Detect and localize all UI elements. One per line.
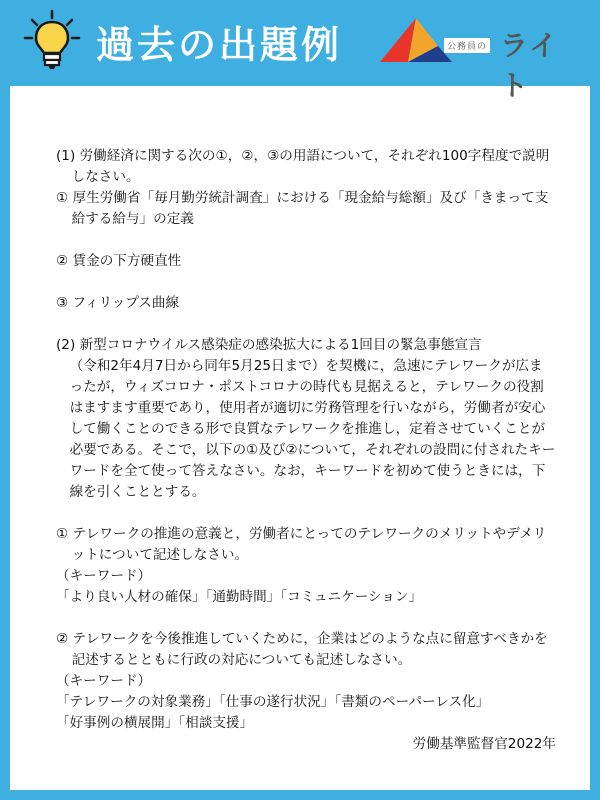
lightbulb-icon <box>22 8 82 72</box>
q2-item-1: ① テレワークの推進の意義と，労働者にとってのテレワークのメリットやデメリットについて記述しなさい。 <box>56 526 547 563</box>
q2-intro-head: (2) 新型コロナウイルス感染症の感染拡大による1回目の緊急事態宣言 <box>56 337 482 353</box>
q2-keywords-2-line-2: 「好事例の横展開」「相談支援」 <box>56 715 254 731</box>
page-title: 過去の出題例 <box>96 23 343 67</box>
q2-intro-body: （令和2年4月7日から同年5月25日まで）を契機に，急速にテレワークが広まったが，ウィズコロナ・ポストコロナの時代も見据えると，テレワークの役割はますます重要であり，使用者が適切に労務管理を行いながら，労働者が安心して働くことのできる形で良質なテレワークを推進し，定着させていくことが必要である。そこで，以下の①及び②について，それぞれの設問に付されたキーワードを全て使って答えなさい。なお，キーワードを初めて使うときには，下線を引くこととする。 <box>69 358 556 500</box>
q2-keyword-label-1: （キーワード） <box>56 568 152 584</box>
source-credit: 労働基準監督官2022年 <box>412 736 556 752</box>
q1-item-3: ③ フィリップス曲線 <box>56 295 180 311</box>
q2-item-2: ② テレワークを今後推進していくために，企業はどのような点に留意すべきかを記述するとともに行政の対応についても記述しなさい。 <box>56 631 548 668</box>
q1-intro: (1) 労働経済に関する次の①，②，③の用語について，それぞれ100字程度で説明しなさい。 <box>56 148 550 185</box>
brand-logo <box>378 16 588 102</box>
logo-wordmark: ライト <box>500 29 560 102</box>
header-banner <box>0 0 600 102</box>
q2-keywords-2-line-1: 「テレワークの対象業務」「仕事の遂行状況」「書類のペーパーレス化」 <box>56 694 490 710</box>
q2-keywords-1: 「より良い人材の確保」「通勤時間」「コミュニケーション」 <box>56 589 423 605</box>
q1-item-1: ① 厚生労働省「毎月勤労統計調査」における「現金給与総額」及び「きまって支給する給与」の定義 <box>56 190 549 227</box>
question-content <box>56 146 556 755</box>
q1-item-2: ② 賃金の下方硬直性 <box>56 253 182 269</box>
logo-subtitle: 公務員の <box>444 38 490 53</box>
q2-keyword-label-2: （キーワード） <box>56 673 152 689</box>
logo-mark-icon <box>378 16 454 64</box>
